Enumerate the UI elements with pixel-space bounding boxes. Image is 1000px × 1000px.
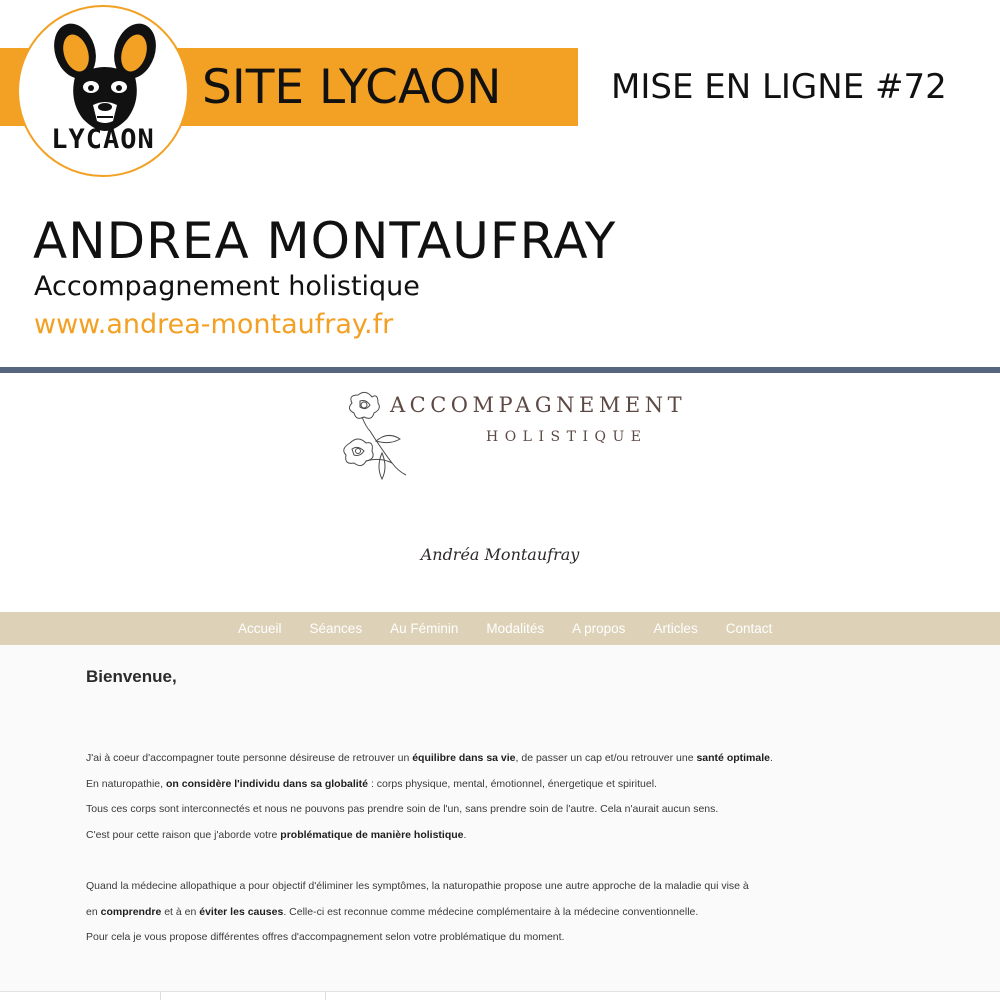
site-signature: Andréa Montaufray xyxy=(420,545,580,564)
text-line: Tous ces corps sont interconnectés et nous ne pouvons pas prendre soin de l'un, sans prendre soin de l'autre. Cela n'aurait aucun sens. xyxy=(86,803,719,816)
bottom-strip xyxy=(0,991,1000,1000)
lycaon-logo xyxy=(17,5,189,177)
nav-item-articles[interactable]: Articles xyxy=(653,621,698,636)
nav-item-modalites[interactable]: Modalités xyxy=(486,621,545,636)
text-line: J'ai à coeur d'accompagner toute personne désireuse de retrouver un équilibre dans sa vie, de passer un cap et/ou retrouver une santé optimale. xyxy=(86,752,773,764)
site-nav-bar xyxy=(0,612,1000,645)
strip-divider xyxy=(325,992,326,1000)
client-tagline: Accompagnement holistique xyxy=(34,271,420,302)
nav-item-seances[interactable]: Séances xyxy=(309,621,363,636)
text-line: Pour cela je vous propose différentes offres d'accompagnement selon votre problématique du moment. xyxy=(86,931,565,944)
nav-item-accueil[interactable]: Accueil xyxy=(238,621,282,636)
website-screenshot xyxy=(0,373,1000,1000)
strip-divider xyxy=(160,992,161,1000)
site-logo[interactable] xyxy=(336,387,687,487)
site-logo-line2: HOLISTIQUE xyxy=(486,429,648,445)
text-line: En naturopathie, on considère l'individu dans sa globalité : corps physique, mental, émotionnel, énergetique et spirituel. xyxy=(86,777,657,790)
page-content xyxy=(0,645,1000,1000)
naturopathy-paragraph xyxy=(86,874,786,951)
client-name: ANDREA MONTAUFRAY xyxy=(33,212,617,270)
text-line: en comprendre et à en éviter les causes. Celle-ci est reconnue comme médecine complémentaire à la médecine conventionnelle. xyxy=(86,905,699,918)
lycaon-head-icon xyxy=(53,21,157,133)
nav-item-contact[interactable]: Contact xyxy=(725,621,773,636)
text-line: C'est pour cette raison que j'aborde votre problématique de manière holistique. xyxy=(86,828,467,841)
site-logo-line1: ACCOMPAGNEMENT xyxy=(390,393,687,417)
client-url[interactable]: www.andrea-montaufray.fr xyxy=(34,309,394,340)
nav-item-au-feminin[interactable]: Au Féminin xyxy=(390,621,459,636)
text-line: Quand la médecine allopathique a pour objectif d'éliminer les symptômes, la naturopathie propose une autre approche de la maladie qui vise à xyxy=(86,880,749,892)
logo-text: LYCAON xyxy=(51,124,155,155)
welcome-heading: Bienvenue, xyxy=(86,667,177,686)
banner-title: SITE LYCAON xyxy=(202,60,502,115)
release-tag: MISE EN LIGNE #72 xyxy=(611,67,947,107)
nav-item-a-propos[interactable]: A propos xyxy=(572,621,626,636)
intro-paragraph xyxy=(86,746,786,848)
nav-menu xyxy=(224,612,786,645)
